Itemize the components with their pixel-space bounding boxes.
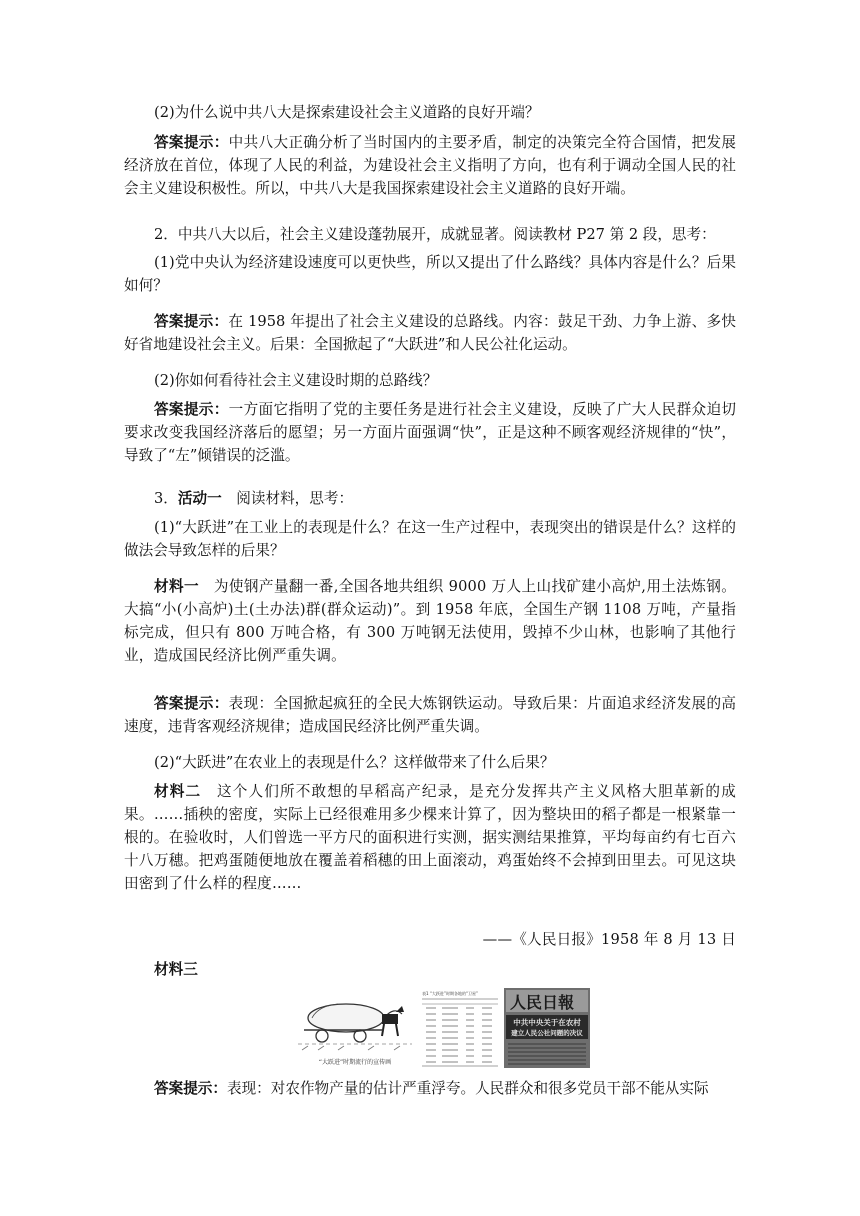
- material-2: [124, 780, 736, 895]
- material-text: 这个人们所不敢想的早稻高产纪录，是充分发挥共产主义风格大胆革新的成果。……插秧的密度，实际上已经很难用多少棵来计算了，因为整块田的稻子都是一根紧靠一根的。在验收时，人们曾选一平方尺的面积进行实测，据实测结果推算，平均每亩约有七百六十八万穗。把鸡蛋随便地放在覆盖着稻穗的田上面滚动，鸡蛋始终不会掉到田里去。可见这块田密到了什么样的程度……: [124, 783, 736, 892]
- question-2-1: [124, 251, 736, 297]
- answer-text: 在 1958 年提出了社会主义建设的总路线。内容：鼓足干劲、力争上游、多快好省地建设社会主义。后果：全国掀起了“大跃进”和人民公社化运动。: [124, 313, 736, 353]
- answer-text: 表现：对农作物产量的估计严重浮夸。人民群众和很多党员干部不能从实际: [226, 1080, 709, 1097]
- question-2-2: [124, 369, 736, 392]
- table-drawing: [420, 988, 500, 1068]
- answer-text: 中共八大正确分析了当时国内的主要矛盾，制定的决策完全符合国情，把发展经济放在首位，体现了人民的利益，为建设社会主义指明了方向，也有利于调动全国人民的社会主义建设积极性。所以，中共八大是我国探索建设社会主义道路的良好开端。: [124, 134, 736, 197]
- answer-3-1: [124, 692, 736, 738]
- answer-label: 答案提示：: [154, 313, 229, 330]
- answer-label: 答案提示：: [154, 401, 229, 418]
- answer-3-2: [124, 1077, 736, 1100]
- material-3: [124, 958, 736, 981]
- question-3-2: [124, 751, 736, 774]
- cartoon-caption: “大跃进”时期流行的宣传画: [318, 1059, 392, 1066]
- item-text: 2．中共八大以后，社会主义建设蓬勃展开，成就显著。阅读教材 P27 第 2 段，思考：: [154, 226, 716, 243]
- answer-label: 答案提示：: [154, 1080, 227, 1097]
- newspaper-headline-1: 中共中央关于在农村: [513, 1018, 581, 1027]
- material-label: 材料二: [154, 783, 202, 800]
- question-text: (1)“大跃进”在工业上的表现是什么？在这一生产过程中，表现突出的错误是什么？这样的做法会导致怎样的后果？: [124, 519, 736, 559]
- material-text: 为使钢产量翻一番,全国各地共组织 9000 万人上山找矿建小高炉,用土法炼钢。大搞“小(小高炉)土(土办法)群(群众运动)”。到 1958 年底，全国生产钢 1108 万吨，产量指标完成，但只有 800 万吨合格，有 300 万吨钢无法使用，毁掉不少山林，也影响了其他行业，造成国民经济比例严重失调。: [124, 578, 736, 664]
- question-3-1: [124, 516, 736, 562]
- material-label: 材料三: [154, 961, 198, 978]
- table-image: [420, 988, 500, 1068]
- cartoon-drawing: [298, 988, 412, 1068]
- newspaper-drawing: [504, 988, 590, 1068]
- answer-2: [124, 131, 736, 200]
- cartoon-image: [298, 988, 412, 1068]
- question-text: (2)“大跃进”在农业上的表现是什么？这样做带来了什么后果？: [154, 754, 555, 771]
- item-2: [124, 223, 736, 246]
- item-3: [124, 487, 736, 510]
- item-text: 阅读材料，思考：: [221, 490, 354, 507]
- answer-text: 一方面它指明了党的主要任务是进行社会主义建设，反映了广大人民群众迫切要求改变我国经济落后的愿望；另一方面片面强调“快”，正是这种不顾客观经济规律的“快”，导致了“左”倾错误的泛滥。: [124, 401, 736, 464]
- activity-label: 活动一: [177, 490, 222, 507]
- material-1: [124, 575, 736, 667]
- question-text: (2)你如何看待社会主义建设时期的总路线？: [154, 372, 438, 389]
- material-2-source: ——《人民日报》1958 年 8 月 13 日: [482, 931, 736, 948]
- answer-text: 表现：全国掀起疯狂的全民大炼钢铁运动。导致后果：片面追求经济发展的高速度，违背客观经济规律；造成国民经济比例严重失调。: [124, 695, 736, 735]
- question-text: (2)为什么说中共八大是探索建设社会主义道路的良好开端？: [154, 104, 540, 121]
- answer-2-1: [124, 310, 736, 356]
- newspaper-headline-2: 建立人民公社问题的决议: [511, 1029, 583, 1037]
- newspaper-image: [504, 988, 590, 1068]
- table-title: 表1 “大跃进”时期各地的“卫星”: [422, 991, 479, 996]
- newspaper-masthead: 人民日報: [510, 993, 575, 1012]
- question-text: (1)党中央认为经济建设速度可以更快些，所以又提出了什么路线？具体内容是什么？后果如何？: [124, 254, 736, 294]
- item-number: 3．: [154, 490, 178, 507]
- answer-2-2: [124, 398, 736, 467]
- answer-label: 答案提示：: [154, 695, 229, 712]
- question-2: [124, 101, 736, 124]
- answer-label: 答案提示：: [154, 134, 229, 151]
- material-label: 材料一: [154, 578, 199, 595]
